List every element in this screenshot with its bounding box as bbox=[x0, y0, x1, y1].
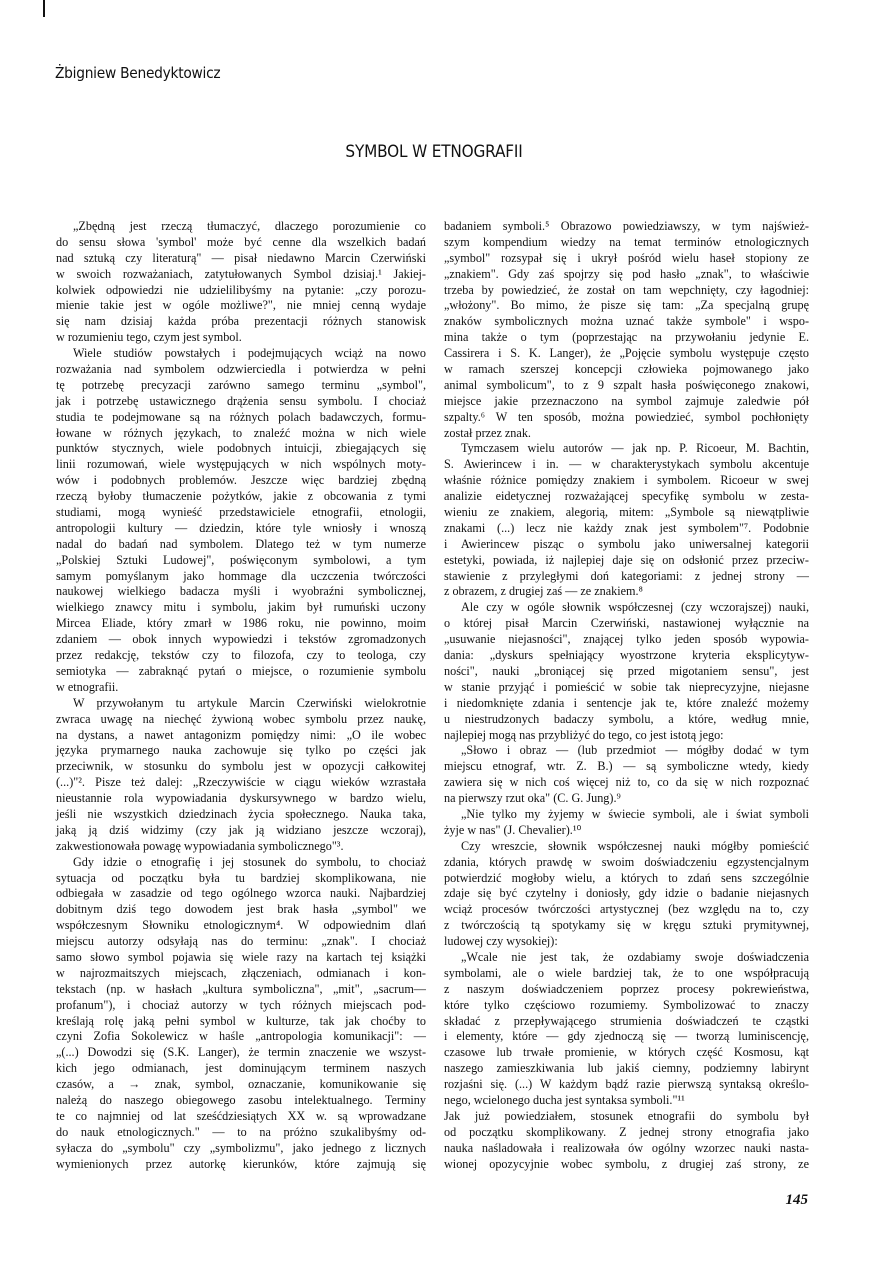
text-line: samo słowo symbol pojawia się wiele razy na kartach tej książki bbox=[56, 949, 426, 964]
text-line: do sensu słowa 'symbol' może być cenne dla wszelkich badań bbox=[56, 234, 426, 249]
text-line: należą do naszego obiegowego zasobu intelektualnego. Terminy bbox=[56, 1092, 426, 1107]
scan-edge-mark bbox=[43, 0, 45, 17]
paragraph bbox=[444, 839, 809, 950]
text-line: Wiele studiów powstałych i podejmujących wciąż na nowo bbox=[73, 346, 426, 361]
text-line: te co najmniej od lat sześćdziesiątych XX w. są wprowadzane bbox=[56, 1108, 426, 1123]
text-line: trzeba by powiedzieć, że został on tam wepchnięty, czy łagodniej: bbox=[444, 282, 809, 297]
text-line: mina także o tym (poprzestając na przywołaniu jedynie E. bbox=[444, 330, 809, 345]
text-line: ludowej czy wysokiej): bbox=[444, 934, 558, 949]
text-line: W przywołanym tu artykule Marcin Czerwiński wielokrotnie bbox=[73, 695, 426, 710]
text-line: symbolami, ale o wiele bardziej tak, że to one współpracują bbox=[444, 965, 809, 980]
text-line: wów i podobnych problemów. Jeszcze więc bardziej zbędną bbox=[56, 473, 426, 488]
text-line: się nam dzisiaj każda próba prezentacji różnych stanowisk bbox=[56, 314, 426, 329]
text-line: jeśli nie wszystkich dziedzinach życia społecznego. Nauka taka, bbox=[56, 806, 426, 821]
text-line: „Nie tylko my żyjemy w świecie symboli, ale i świat symboli bbox=[461, 806, 809, 821]
text-line: w etnografii. bbox=[56, 679, 119, 694]
paragraph bbox=[444, 1109, 809, 1173]
text-line: Tymczasem wielu autorów — jak np. P. Ricoeur, M. Bachtin, bbox=[461, 441, 809, 456]
text-line: Jak już powiedziałem, stosunek etnografii do symbolu był bbox=[444, 1108, 809, 1123]
paragraph bbox=[444, 743, 809, 807]
text-line: z twórczością tą spotykamy się w kręgu sztuki prymitywnej, bbox=[444, 918, 809, 933]
text-line: semiotyka — zabraknąć pytań o miejsce, o rozumienie symbolu bbox=[56, 663, 426, 678]
text-line: o której pisał Marcin Czerwiński, nastawionej wyłącznie na bbox=[444, 616, 809, 631]
text-line: i Awierincew pisząc o symbolu jako uniwersalnej kategorii bbox=[444, 536, 809, 551]
paragraph bbox=[56, 346, 426, 696]
text-line: „symbol" rozsypał się i ukrył pośród wielu haseł stopiony ze bbox=[444, 250, 809, 265]
text-line: znaków symbolicznych można uznać także symbole" i wspo- bbox=[444, 314, 809, 329]
text-line: języka prymarnego nauka zachowuje się tylko po części jak bbox=[56, 743, 426, 758]
text-line: miejscu etnograf, wtr. Z. B.) — są symboliczne wtedy, kiedy bbox=[444, 759, 809, 774]
paragraph bbox=[444, 950, 809, 1109]
text-line: czasów, a → znak, symbol, oznaczanie, komunikowanie się bbox=[56, 1077, 426, 1092]
text-line: współczesnym Słowniku etnologicznym⁴. W odpowiednim dlań bbox=[56, 918, 426, 933]
text-line: najlepiej mogą nas przybliżyć do tego, co jest istotą jego: bbox=[444, 727, 724, 742]
text-line: znakami (...) lecz nie każdy znak jest symbolem"⁷. Podobnie bbox=[444, 520, 809, 535]
text-line: sytuacja od początku była tu bardziej skomplikowana, nie bbox=[56, 870, 426, 885]
text-line: rzeczą byłoby tłumaczenie pożytków, jakie z obcowania z tymi bbox=[56, 489, 426, 504]
text-line: szym kompendium wiedzy na temat terminów etnologicznych bbox=[444, 234, 809, 249]
text-line: Gdy idzie o etnografię i jej stosunek do symbolu, to chociaż bbox=[73, 854, 426, 869]
text-line: samym pomyślanym jako hommage dla uczczenia twórczości bbox=[56, 568, 426, 583]
text-line: zakwestionowała powagę wypowiadania symbolicznego"³. bbox=[56, 838, 344, 853]
text-line: zawiera się w nich coś więcej niż to, co da się w nich rozpoznać bbox=[444, 775, 809, 790]
text-line: przeciwnik, w stosunku do symbolu jest w opozycji całkowitej bbox=[56, 759, 426, 774]
text-line: w rozumieniu tego, czym jest symbol. bbox=[56, 330, 242, 345]
text-line: z naszym doświadczeniem poprzez procesy pokrewieństwa, bbox=[444, 981, 809, 996]
text-line: badaniem symboli.⁵ Obrazowo powiedziawszy, w tym najśwież- bbox=[444, 219, 809, 233]
text-line: został przez znak. bbox=[444, 425, 531, 440]
text-line: zdaniem — obok innych wypowiedzi i tekstów zgromadzonych bbox=[56, 632, 426, 647]
text-line: czasowe lub trwałe promienie, w których część Kosmosu, kąt bbox=[444, 1045, 809, 1060]
text-line: i elementy, które — gdy zjednoczą się — tworzą luminiscencję, bbox=[444, 1029, 809, 1044]
text-line: kreślają rolę jaką pełni symbol w kulturze, tak jak choćby to bbox=[56, 1013, 426, 1028]
text-line: nauka naśladowała i realizowała ów ogólny wzorzec nauki nasta- bbox=[444, 1140, 809, 1155]
text-line: wymienionych przez autorkę kierunków, które zajmują się bbox=[56, 1156, 426, 1171]
paragraph bbox=[444, 219, 809, 441]
text-line: odbiegała w zasadzie od tego ogólnego wzorca nauki. Najbardziej bbox=[56, 886, 426, 901]
text-line: nego, wcielonego ducha jest syntaksa symboli."¹¹ bbox=[444, 1092, 685, 1107]
paragraph bbox=[444, 441, 809, 600]
paragraph bbox=[56, 219, 426, 346]
text-line: wieniu ze znakiem, alegorią, mitem: „Symbole są niewątpliwie bbox=[444, 505, 809, 520]
page-number: 145 bbox=[785, 1192, 808, 1208]
text-line: animal symbolicum", to z 9 szpalt hasła poświęconego znakowi, bbox=[444, 377, 809, 392]
text-line: mienie takie jest w ogóle możliwe?", nie mniej cenną wydaje bbox=[56, 298, 426, 313]
text-line: składać z przepływającego strumienia doświadczeń te cząstki bbox=[444, 1013, 809, 1028]
text-line: wionej opozycyjnie wobec symbolu, z drugiej zaś strony, ze bbox=[444, 1156, 809, 1171]
text-line: „(...) Dowodzi się (S.K. Langer), że termin znaczenie we wszyst- bbox=[56, 1045, 426, 1060]
text-line: „Polskiej Sztuki Ludowej", poświęconym symbolowi, a tym bbox=[56, 552, 426, 567]
text-column-right bbox=[444, 219, 809, 1172]
text-line: u niestrudzonych badaczy symbolu, a które, według mnie, bbox=[444, 711, 809, 726]
text-line: stawienie z przyległymi doń kategoriami: z jednej strony — bbox=[444, 568, 809, 583]
text-line: z obrazem, z drugiej zaś — ze znakiem.⁸ bbox=[444, 584, 643, 599]
text-line: kolwiek odpowiedzi nie udzielilibyśmy na pytanie: „czy porozu- bbox=[56, 282, 426, 297]
text-line: ności", nauki „broniącej się przed migotaniem sensu", jest bbox=[444, 663, 809, 678]
text-line: miejscu autorzy odsyłają nas do terminu: „znak". I chociaż bbox=[56, 934, 426, 949]
text-line: Cassirera i S. K. Langer), że „Pojęcie symbolu występuje często bbox=[444, 346, 809, 361]
text-line: studia te podejmowane są na różnych polach badawczych, formu- bbox=[56, 409, 426, 424]
text-line: linii rozumowań, wiele występujących w nich wspólnych moty- bbox=[56, 457, 426, 472]
text-line: „Zbędną jest rzeczą tłumaczyć, dlaczego porozumienie co bbox=[73, 219, 426, 233]
text-line: nadal do badań nad symbolem. Dlatego też w tym numerze bbox=[56, 536, 426, 551]
text-line: rozjaśni się. (...) W każdym bądź razie pierwszą syntaksą określo- bbox=[444, 1077, 809, 1092]
text-line: zdaje się być czytelny i doniosły, gdy idzie o badanie niejasnych bbox=[444, 886, 809, 901]
text-line: dobitnym dziś tego dowodem jest brak hasła „symbol" we bbox=[56, 902, 426, 917]
text-line: jaką ją dziś widzimy (czy jak ją widziano jeszcze wczoraj), bbox=[56, 822, 426, 837]
text-line: „znakiem". Gdy zaś spojrzy się pod hasło „znak", to właściwie bbox=[444, 266, 809, 281]
text-line: „Wcale nie jest tak, że ozdabiamy swoje doświadczenia bbox=[461, 949, 809, 964]
article-author: Żbigniew Benedyktowicz bbox=[55, 64, 221, 82]
text-line: kich jego odmianach, jest dominującym terminem naszych bbox=[56, 1061, 426, 1076]
text-line: właśnie różnice pomiędzy znakiem i symbolem. Ricoeur w swej bbox=[444, 473, 809, 488]
text-line: od początku skomplikowany. Z jednej strony etnografia jako bbox=[444, 1124, 809, 1139]
text-line: w stanie przyjąć i pomieścić w sobie tak nieprecyzyjne, niejasne bbox=[444, 679, 809, 694]
text-line: wciąż procesów twórczości artystycznej (bez względu na to, czy bbox=[444, 902, 809, 917]
article-title: SYMBOL W ETNOGRAFII bbox=[345, 142, 523, 162]
text-line: miejsce jakie przeznaczono na symbol zajmuje zaledwie pół bbox=[444, 393, 809, 408]
text-line: syłacza do „symbolu" czy „symbolizmu", jako jednego z licznych bbox=[56, 1140, 426, 1155]
text-line: punktów stycznych, wiele podobnych intuicji, zbiegających się bbox=[56, 441, 426, 456]
text-line: łowane w różnych językach, to znaleźć można w nich wiele bbox=[56, 425, 426, 440]
text-line: i niedomknięte zdania i sentencje jak te, które znaleźć możemy bbox=[444, 695, 809, 710]
text-line: w ramach szerszej koncepcji człowieka pojmowanego jako bbox=[444, 362, 809, 377]
paragraph bbox=[444, 807, 809, 839]
text-line: S. Awierincew i in. — w charakterystykach symbolu akcentuje bbox=[444, 457, 809, 472]
text-line: które tylko częściowo rozumiemy. Symbolizować to znaczy bbox=[444, 997, 809, 1012]
text-line: Czy wreszcie, słownik współczesnej nauki mógłby pomieścić bbox=[461, 838, 809, 853]
text-line: nieustannie rola wypowiadania dyskursywnego w bardzo wielu, bbox=[56, 791, 426, 806]
text-line: tę potrzebę precyzacji zarówno samego terminu „symbol", bbox=[56, 377, 426, 392]
text-line: „usuwanie niejasności", znającej tylko jeden sposób wypowia- bbox=[444, 632, 809, 647]
text-line: na pierwszy rzut oka" (C. G. Jung).⁹ bbox=[444, 791, 621, 806]
text-line: zwraca uwagę na niechęć żywioną wobec symbolu przez naukę, bbox=[56, 711, 426, 726]
paragraph bbox=[444, 600, 809, 743]
text-line: tekstach (np. w hasłach „kultura symboliczna", „mit", „sacrum— bbox=[56, 981, 426, 996]
text-line: rozważania nad symbolem odzwierciedla i potwierdza w pełni bbox=[56, 362, 426, 377]
text-line: wielkiego znawcy mitu i symbolu, jakim był rumuński uczony bbox=[56, 600, 426, 615]
text-line: potwierdzić mogłoby wielu, a których to zdań sens szczególnie bbox=[444, 870, 809, 885]
text-line: szpalty.⁶ W ten sposób, można powiedzieć, symbol pochłonięty bbox=[444, 409, 809, 424]
text-line: „Słowo i obraz — (lub przedmiot — mógłby dodać w tym bbox=[461, 743, 809, 758]
paragraph bbox=[56, 696, 426, 855]
text-line: na dystans, a nawet antagonizm pomiędzy nimi: „O ile wobec bbox=[56, 727, 426, 742]
paragraph bbox=[56, 855, 426, 1173]
text-line: Mircea Eliade, który zmarł w 1986 roku, nie powinno, moim bbox=[56, 616, 426, 631]
text-column-left bbox=[56, 219, 426, 1172]
text-line: antropologii kultury — dziedzin, które tyle wniosły i wnoszą bbox=[56, 520, 426, 535]
text-line: nad sztuką czy literaturą" — pisał niedawno Marcin Czerwiński bbox=[56, 250, 426, 265]
text-line: (...)"². Pisze też dalej: „Rzeczywiście w ciągu wieków wzrastała bbox=[56, 775, 426, 790]
text-line: zdania, których prawdę w swoim doświadczeniu egzystencjalnym bbox=[444, 854, 809, 869]
text-line: studiami, mogą wynieść przedstawiciele etnografii, etnologii, bbox=[56, 505, 426, 520]
text-line: „włożony". Bo mimo, że pisze się tam: „Za specjalną grupę bbox=[444, 298, 809, 313]
text-line: analizie eidetycznej rozważającej specyfikę symbolu w zesta- bbox=[444, 489, 809, 504]
text-line: jak i potrzebę ustawicznego drążenia sensu symbolu. I chociaż bbox=[56, 393, 426, 408]
text-line: w najrozmaitszych miejscach, złączeniach, odmianach i kon- bbox=[56, 965, 426, 980]
text-line: przez redakcję, tekstów czy to filozofa, czy to teologa, czy bbox=[56, 648, 426, 663]
text-line: czyni Zofia Sokolewicz w haśle „antropologia komunikacji": — bbox=[56, 1029, 426, 1044]
text-line: dania: „dyskurs spełniający wyostrzone kryteria eksplicytyw- bbox=[444, 648, 809, 663]
text-line: w swoich rozważaniach, zatytułowanych Symbol dzisiaj.¹ Jakiej- bbox=[56, 266, 426, 281]
text-line: profanum"), i chociaż autorzy w tych różnych miejscach pod- bbox=[56, 997, 426, 1012]
text-line: naukowej wielkiego badacza myśli i wyobraźni symbolicznej, bbox=[56, 584, 426, 599]
text-line: żyje w nas" (J. Chevalier).¹⁰ bbox=[444, 822, 582, 837]
text-line: naszego zamieszkiwania lub jakiś ciemny, podziemny labirynt bbox=[444, 1061, 809, 1076]
text-line: estetyki, powiada, iż najlepiej daje się on odsłonić przez przeciw- bbox=[444, 552, 809, 567]
text-line: do nauk etnologicznych." — to na próżno szukalibyśmy od- bbox=[56, 1124, 426, 1139]
text-line: Ale czy w ogóle słownik współczesnej (czy wczorajszej) nauki, bbox=[461, 600, 809, 615]
